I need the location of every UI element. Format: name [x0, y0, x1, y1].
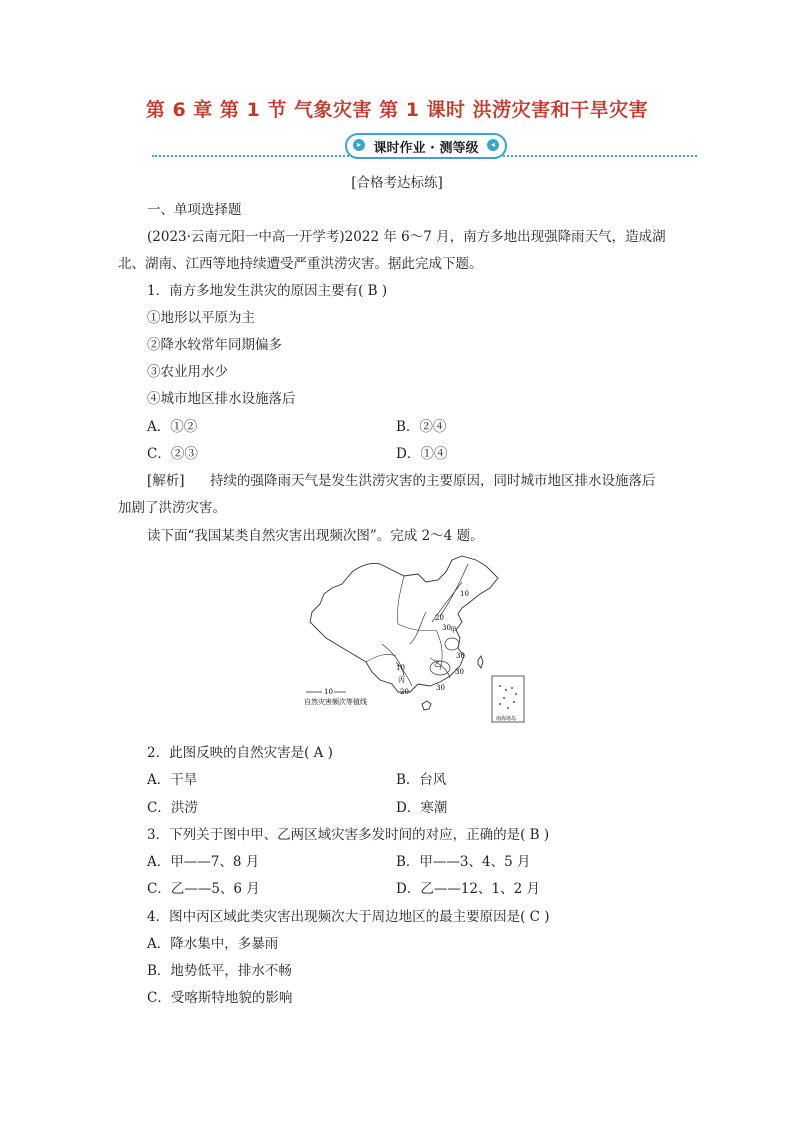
option-a: A．甲——7、8 月 — [147, 854, 260, 870]
region-label-jia: 甲 — [450, 626, 457, 634]
option-a: A．①② — [147, 419, 198, 435]
statement-item: ③农业用水少 — [147, 364, 228, 380]
option-d: D．①④ — [396, 446, 448, 462]
legend-value: 10 — [324, 688, 333, 696]
analysis-text: 持续的强降雨天气是发生洪涝灾害的主要原因，同时城市地区排水设施落后 — [210, 473, 656, 489]
contour-label: 30 — [455, 668, 464, 676]
option-a: A．干旱 — [147, 772, 198, 788]
banner-pill — [345, 133, 507, 159]
statement-item: ①地形以平原为主 — [147, 310, 255, 326]
question-stem: 4．图中丙区域此类灾害出现频次大于周边地区的最主要原因是( C ) — [147, 909, 550, 925]
option-c: C．②③ — [147, 446, 198, 462]
legend-text: 自然灾害频次等值线 — [304, 698, 367, 706]
section-banner — [152, 132, 697, 158]
contour-label: 30 — [442, 624, 451, 632]
statement-item: ②降水较常年同期偏多 — [147, 337, 282, 353]
page-title: 第 6 章 第 1 节 气象灾害 第 1 课时 洪涝灾害和干旱灾害 — [145, 99, 649, 121]
option-d: D．乙——12、1、2 月 — [396, 881, 540, 897]
analysis-text: 加剧了洪涝灾害。 — [118, 500, 226, 516]
option-c: C．受喀斯特地貌的影响 — [147, 990, 293, 1006]
disaster-frequency-map — [300, 552, 528, 724]
arrow-right-icon: ▸ — [353, 139, 365, 151]
contour-label: 20 — [435, 614, 444, 622]
section-label: [合格考达标练] — [351, 175, 443, 191]
intro-text: 北、湖南、江西等地持续遭受严重洪涝灾害。据此完成下题。 — [118, 256, 483, 272]
arrow-left-icon: ◂ — [487, 139, 499, 151]
contour-label: 30 — [436, 684, 445, 692]
question-stem: 1．南方多地发生洪灾的原因主要有( B ) — [147, 283, 388, 299]
contour-label: 10 — [396, 664, 405, 672]
question-stem: 2．此图反映的自然灾害是( A ) — [147, 745, 333, 761]
option-c: C．乙——5、6 月 — [147, 881, 260, 897]
region-label-bing: 丙 — [398, 676, 405, 684]
contour-label: 10 — [460, 590, 469, 598]
analysis-tag: [解析] — [147, 473, 185, 489]
option-b: B．甲——3、4、5 月 — [396, 854, 531, 870]
option-b: B．②④ — [396, 419, 447, 435]
intro-text: (2023·云南元阳一中高一开学考)2022 年 6～7 月，南方多地出现强降雨天气，造成湖 — [147, 229, 666, 245]
option-b: B．地势低平，排水不畅 — [147, 963, 292, 979]
part-heading: 一、单项选择题 — [147, 202, 242, 218]
option-d: D．寒潮 — [396, 800, 448, 816]
question-stem: 3．下列关于图中甲、乙两区域灾害多发时间的对应，正确的是( B ) — [147, 827, 550, 843]
contour-label: 30 — [456, 652, 465, 660]
region-label-yi: 乙 — [434, 660, 441, 668]
banner-label: 课时作业 · 测等级 — [373, 141, 479, 156]
option-b: B．台风 — [396, 772, 447, 788]
intro-text: 读下面“我国某类自然灾害出现频次图”。完成 2～4 题。 — [147, 528, 484, 544]
option-c: C．洪涝 — [147, 800, 198, 816]
inset-label: 南海诸岛 — [496, 716, 517, 722]
statement-item: ④城市地区排水设施落后 — [147, 391, 296, 407]
option-a: A．降水集中，多暴雨 — [147, 936, 279, 952]
contour-label: 20 — [400, 688, 409, 696]
